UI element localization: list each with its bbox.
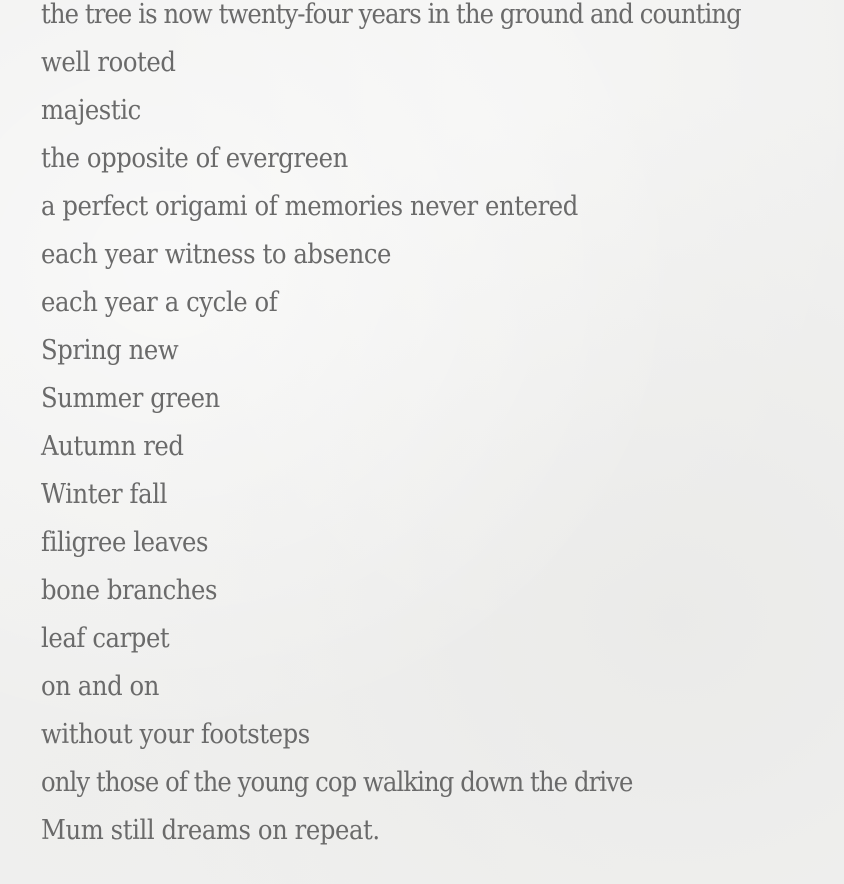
poem-line: without your footsteps (41, 719, 310, 750)
poem-line: Mum still dreams on repeat. (41, 815, 380, 846)
poem-line: the opposite of evergreen (41, 143, 348, 174)
poem-line: Winter fall (41, 479, 167, 510)
poem-line: only those of the young cop walking down the drive (41, 767, 633, 798)
poem-line: each year witness to absence (41, 239, 392, 270)
poem-line: leaf carpet (41, 623, 170, 654)
poem-line: Autumn red (41, 431, 184, 462)
poem-line: on and on (41, 671, 160, 702)
poem-line: Summer green (41, 383, 220, 414)
poem-line: the tree is now twenty-four years in the ground and counting (41, 0, 741, 30)
poem-line: well rooted (41, 47, 176, 78)
poem-line: majestic (41, 95, 141, 126)
poem-text (41, 0, 741, 855)
poem-line: a perfect origami of memories never entered (41, 191, 578, 222)
poem-line: bone branches (41, 575, 218, 606)
poem-line: Spring new (41, 335, 179, 366)
poem-line: filigree leaves (41, 527, 209, 558)
poem-line: each year a cycle of (41, 287, 278, 318)
